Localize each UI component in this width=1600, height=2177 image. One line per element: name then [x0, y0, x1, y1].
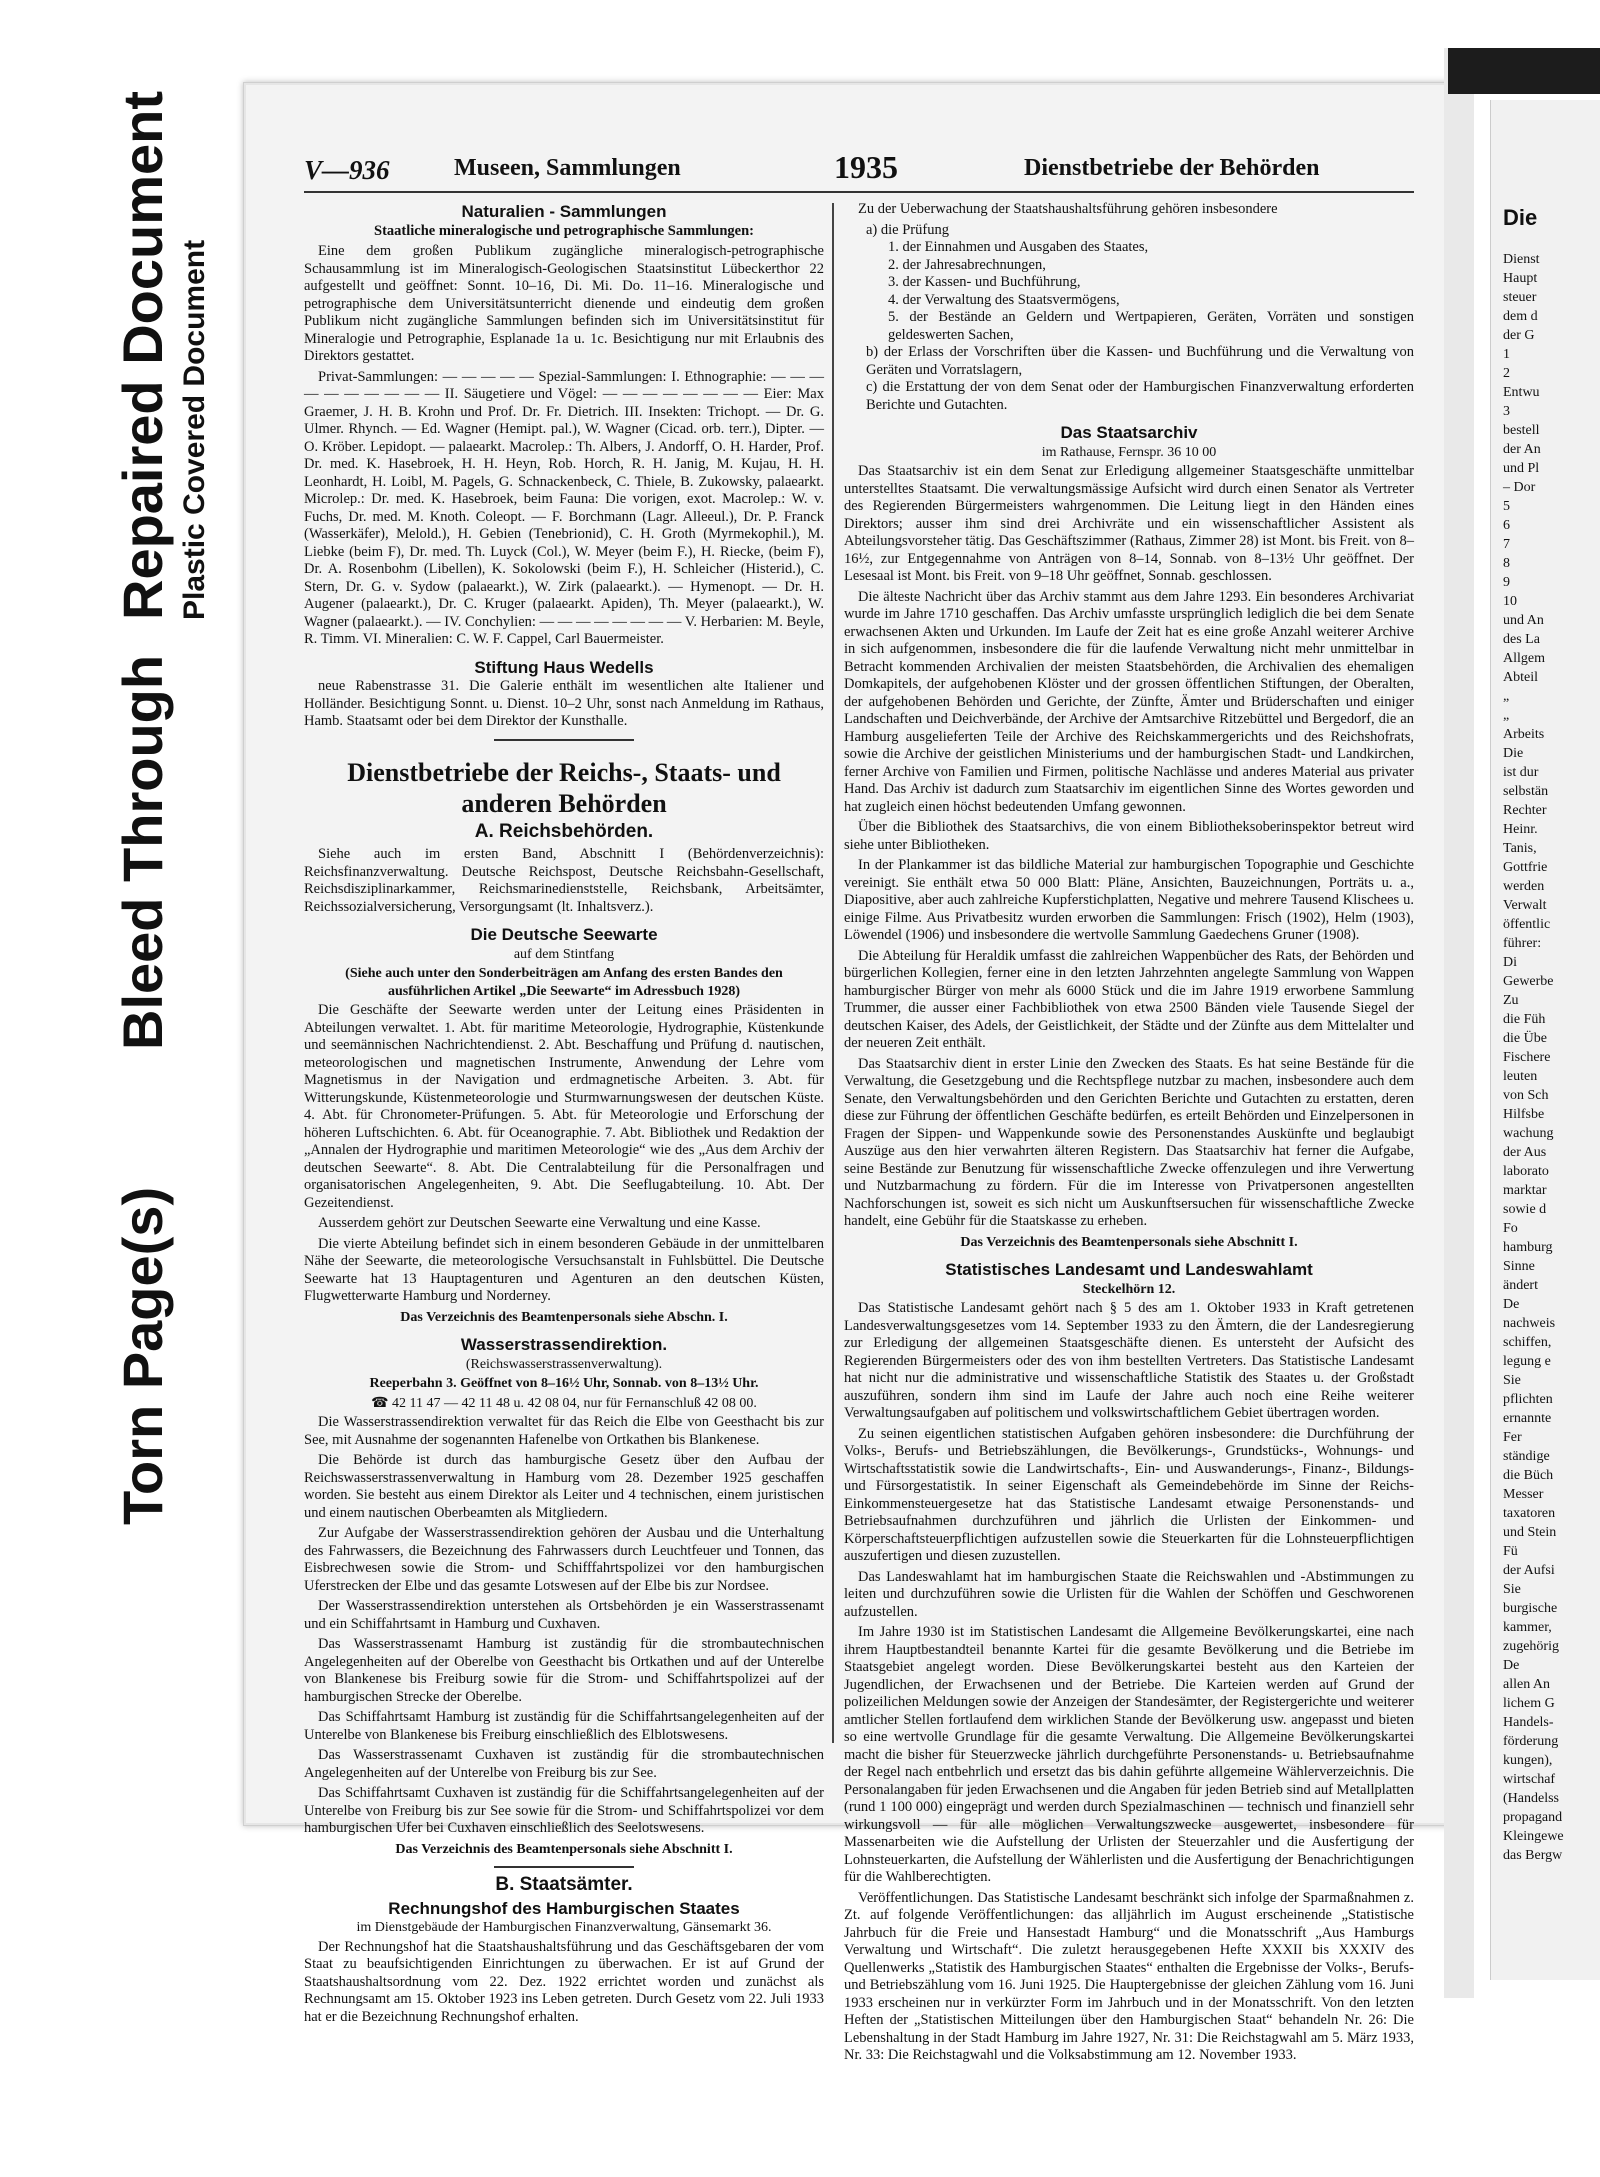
- next-page-fragment: der Aufsi: [1503, 1563, 1555, 1578]
- pruefung-label: a) die Prüfung: [866, 221, 949, 238]
- next-page-fragment: 3: [1503, 404, 1510, 419]
- next-page-fragment: bestell: [1503, 423, 1540, 438]
- naturalien-title: Naturalien - Sammlungen: [461, 202, 667, 221]
- rechnungshof-subtitle: im Dienstgebäude der Hamburgischen Finanzverwaltung, Gänsemarkt 36.: [356, 1920, 772, 1935]
- next-page-fragment: öffentlic: [1503, 917, 1551, 932]
- rechnungshof-intro: Zu der Ueberwachung der Staatshaushaltsführung gehören insbesondere: [858, 201, 1278, 217]
- next-page-fragment: ändert: [1503, 1278, 1538, 1293]
- dark-corner: [1448, 48, 1600, 94]
- next-page-fragment: De: [1503, 1297, 1520, 1312]
- next-page-fragment: laborato: [1503, 1164, 1549, 1179]
- next-page-fragment: marktar: [1503, 1183, 1547, 1198]
- list-item: 3. der Kassen- und Buchführung,: [888, 274, 1081, 290]
- next-page-fragment: Dienst: [1503, 252, 1540, 267]
- landesamt-text-4: Im Jahre 1930 ist im Statistischen Landesamt die Allgemeine Bevölkerungskartei, eine nach ihrem Hauptbestandteil benannte Kartei für die gesamte Bevölkerung und die Betriebe im Staatsgebiet angelegt worden. Diese Bevölkerungskartei besteht aus den Karteien der Jugendlichen, der Erwachsenen und der Betriebe. Die Karteien werden auf Grund der polizeilichen Meldungen sowie der Anzeigen der Standesämter, der Registergerichte und weiterer amtlicher Stellen fortlaufend dem wirklichen Stande der Bevölkerung usw. angepasst und bieten so eine wertvolle Grundlage für die gesamte Verwaltung. Die Allgemeine Bevölkerungskartei macht die bisher für Steuerzwecke jährlich durchgeführte Personenstands- u. Betriebsaufnahme der Regel nach entbehrlich und ersetzt das bis dahin geführte allgemeine Wählerverzeichnis. Die Personalangaben für jeden Erwachsenen und die Angaben für jeden Betrieb sind auf Metallplatten (rund 1 100 000) eingeprägt und werden durch Spezialmaschinen — technisch und finanziell sehr wirkungsvoll — für alle möglichen Verwaltungszwecke ausgewertet, insbesondere für Massenarbeiten wie die Aufstellung der Urlisten der Steuerzahler und die Ausfertigung der Lohnsteuerkarten, die Aufstellung der Wählerlisten und die Ausfertigung der Benachrichtigungen für die Wahlberechtigten.: [844, 1624, 1414, 1885]
- landesamt-text-2: Zu seinen eigentlichen statistischen Aufgaben gehören insbesondere: die Durchführung der Volks-, Berufs- und Betriebszählungen, die Bevölkerungs-, Grundstücks-, Wohnungs- und Wirtschaftsstatistik sowie die Landwirtschafts-, Ein- und Auswanderungs-, Finanz-, Bildungs- und Fürsorgestatistik. In seiner Eigenschaft als Gemeindebehörde im Sinne der Reichs-Einkommensteuergesetze hat das Statistische Landesamt etwaige Personenstands- und Betriebsaufnahmen durchzuführen und jährlich die Urlisten der Einkommen- und Körperschaftsteuerpflichtigen aufzustellen sowie die Steuerkarten für die Lohnsteuerpflichtigen auszufertigen und diesen zuzustellen.: [844, 1425, 1414, 1564]
- next-page-edge: [1490, 100, 1600, 1980]
- page-gutter: [1444, 48, 1474, 1998]
- next-page-fragment: Haupt: [1503, 271, 1538, 286]
- header-year: 1935: [834, 149, 898, 185]
- next-page-fragment: Arbeits: [1503, 727, 1545, 742]
- staatsarchiv-text-4: In der Plankammer ist das bildliche Material zur hamburgischen Topographie und Geschichte vereinigt. Sie enthält etwa 50 000 Blatt: Pläne, Ansichten, Bauzeichnungen, Porträts u. a., Diapositive, aber auch zahlreiche Kupferstichplatten, Negative und mehrere Tausend Klischees u. einige Filme. Aus Privatbesitz wurden erworben die Sammlungen: Frisch (1902), Helm (1903), Löwendel (1906) und insbesondere die wertvolle Sammlung Gaedechens Gruner (1908).: [844, 857, 1414, 943]
- staatsarchiv-text-6: Das Staatsarchiv dient in erster Linie den Zwecken des Staats. Es hat seine Bestände für die Verwaltung, die Gesetzgebung und die Rechtspflege nutzbar zu machen, insbesondere auch dem Senate, den Verwaltungsbehörden und den Gerichten Berichte und Gutachten zu erstatten, deren diese zur Führung der öffentlichen Geschäfte bedürfen, es erteilt Behörden und Einzelpersonen in Fragen der Sippen- und Wappenkunde sowie des Personenstandes Auskünfte und beglaubigt Auszüge aus den hier verwahrten älteren Registern. Das Staatsarchiv hat ferner die Aufgabe, seine Bestände zur Benutzung für wissenschaftliche Zwecke offenzulegen und ihre Verwertung und Nutzbarmachung zu fördern. Für die im Interesse von Privatpersonen angestellten Nachforschungen ist, soweit es sich nicht um Auskunftsersuchen für wissenschaftliche Zwecke handelt, eine Gebühr für die Staatskasse zu erheben.: [844, 1055, 1414, 1229]
- next-page-fragment: Rechter: [1503, 803, 1547, 818]
- next-page-fragment: Messer: [1503, 1487, 1544, 1502]
- scanned-page: [243, 82, 1463, 2063]
- label-plastic-covered: Plastic Covered Document: [178, 239, 211, 620]
- right-column: [844, 201, 1414, 2068]
- next-page-fragment: ernannte: [1503, 1411, 1552, 1426]
- next-page-fragment: 7: [1503, 537, 1510, 552]
- next-page-fragment: sowie d: [1503, 1202, 1547, 1217]
- next-page-fragment: Zu: [1503, 993, 1519, 1008]
- wsd-text-7: Das Wasserstrassenamt Cuxhaven ist zuständig für die strombautechnischen Angelegenheiten auf der Unterelbe von Freiburg bis zur See.: [304, 1747, 824, 1781]
- next-page-fragment: propagand: [1503, 1810, 1563, 1825]
- wsd-subtitle: (Reichswasserstrassenverwaltung).: [465, 1356, 663, 1372]
- next-page-fragment: 2: [1503, 366, 1510, 381]
- list-item: 4. der Verwaltung des Staatsvermögens,: [888, 291, 1120, 308]
- wsd-title: Wasserstrassendirektion.: [460, 1335, 668, 1354]
- pruefung-items: [866, 239, 1414, 344]
- wsd-text-5: Das Wasserstrassenamt Hamburg ist zuständig für die strombautechnischen Angelegenheiten auf der Oberelbe von Geesthacht bis Ortkathen und auf der Unterelbe von Blankenese bis Freiburg sowie für die Strom- und Schiffahrtspolizei auf der hamburgischen Strecke der Oberelbe.: [304, 1636, 824, 1705]
- next-page-fragment: 10: [1503, 594, 1517, 609]
- wsd-telephone: ☎ 42 11 47 — 42 11 48 u. 42 08 04, nur für Fernanschluß 42 08 00.: [371, 1395, 757, 1411]
- next-page-fragment: von Sch: [1503, 1088, 1549, 1103]
- next-page-fragment: der Aus: [1503, 1145, 1547, 1160]
- naturalien-subtitle: Staatliche mineralogische und petrographische Sammlungen:: [374, 222, 754, 239]
- wsd-text-6: Das Schiffahrtsamt Hamburg ist zuständig für die Schiffahrtsangelegenheiten auf der Unterelbe von Blankenese bis Freiburg einschließlich des Elblotswesens.: [304, 1709, 824, 1743]
- next-page-fragment: zugehörig: [1503, 1639, 1559, 1654]
- next-page-fragment: Abteil: [1503, 670, 1538, 685]
- list-item: 1. der Einnahmen und Ausgaben des Staates,: [888, 239, 1149, 255]
- next-page-fragment: steuer: [1503, 290, 1537, 305]
- list-item: 2. der Jahresabrechnungen,: [888, 256, 1046, 273]
- next-page-fragment: die Füh: [1503, 1012, 1546, 1027]
- label-torn-pages: Torn Page(s): [111, 1186, 174, 1525]
- next-page-fragment: wirtschaf: [1503, 1772, 1556, 1787]
- next-page-fragment: dem d: [1503, 309, 1538, 324]
- next-page-fragment: Entwu: [1503, 385, 1540, 400]
- wsd-text-1: Die Wasserstrassendirektion verwaltet für das Reich die Elbe von Geesthacht bis zur See, mit Ausnahme der sogenannten Hafenelbe von Ortkathen bis Blankenese.: [304, 1414, 824, 1448]
- next-page-fragment: taxatoren: [1503, 1506, 1556, 1521]
- next-page-fragment: legung e: [1503, 1354, 1551, 1369]
- reichsbehoerden-title: A. Reichsbehörden.: [474, 820, 654, 842]
- next-page-fragment: 1: [1503, 347, 1510, 362]
- next-page-fragment: Gewerbe: [1503, 974, 1554, 989]
- next-page-fragment: das Bergw: [1503, 1848, 1563, 1863]
- landesamt-text-3: Das Landeswahlamt hat im hamburgischen Staate die Reichswahlen und -Abstimmungen zu leiten und durchzuführen sowie die Urlisten für die Wahlen der Schöffen und Geschworenen aufzustellen.: [844, 1568, 1414, 1620]
- privat-sammlungen-text: Privat-Sammlungen: — — — — — Spezial-Sammlungen: I. Ethnographie: — — — — — — — — — — II. Säugetiere und Vögel: — — — — — — — — Eier: Max Graemer, J. H. B. Krohn und Prof. Dr. Fr. Dietrich. III. Insekten: Trichopt. — Dr. G. Ulmer. Rhynch. — Ed. Wagner (Hemipt. pal.), W. Wagner (Cicad. orb. terr.), Dipter. — O. Kröber. Lepidopt. — palaearkt. Macrolep.: Th. Albers, J. Andorff, O. H. Harder, Prof. Dr. med. K. Hasebroek, H. H. Heyn, Rob. Horch, R. H. Janig, M. Kujau, H. H. Leonhardt, H. Loibl, M. Pagels, G. Schnackenbeck, C. Thiele, B. Zukowsky, palaearkt. Microlep.: Dr. med. K. Hasebroek, beim Fauna: Die vorigen, exot. Macrolep.: W. v. Fuchs, Dr. med. M. Knoth. Coleopt. — F. Borchmann (Lagr. Alleeul.), Dr. P. Franck (Wasserkäfer), Melold.), H. Gebien (Tenebrionid), C. H. Groth (Myrmekophil.), M. Liebke (beim F), Dr. med. Th. Luyck (Col.), W. Meyer (beim F.), H. Riecke, (beim F), Dr. A. Rosenbohm (Libellen), K. Sokolowski (beim F.), H. Schleicher (Histerid.), C. Stern, Dr. G. v. Sydow (palaearkt.), W. Zirk (palaearkt.). — Hymenopt. — Dr. H. Augener (palaearkt.), Dr. C. Kruger (palaearkt. Apiden), Th. Meyer (palaearkt.), W. Wagner (palaearkt.). — IV. Conchylien: — — — — — — — — V. Herbarien: M. Beyle, R. Timm. VI. Mineralien: C. W. F. Cappel, Carl Bauermeister.: [304, 368, 824, 647]
- page-number: V—936: [304, 155, 390, 185]
- rechnungshof-title: Rechnungshof des Hamburgischen Staates: [388, 1898, 740, 1918]
- next-page-fragment: „: [1503, 689, 1510, 704]
- list-item-c: c) die Erstattung der von dem Senat oder der Hamburgischen Finanzverwaltung erforderten Berichte und Gutachten.: [866, 379, 1414, 413]
- staatsarchiv-subtitle: im Rathause, Fernspr. 36 10 00: [1041, 444, 1217, 460]
- page-header: [304, 149, 1414, 193]
- wsd-address: Reeperbahn 3. Geöffnet von 8–16½ Uhr, Sonnab. von 8–13½ Uhr.: [369, 1376, 759, 1391]
- wsd-text-3: Zur Aufgabe der Wasserstrassendirektion gehören der Ausbau und die Unterhaltung des Fahrwassers, die Bezeichnung des Fahrwassers durch Leuchtfeuer und Tonnen, das Eisbrechwesen sowie die Strom- und Schifffahrtspolizei vor den hamburgischen Uferstrecken der Elbe und das gesamte Lotswesen auf der Elbe bis zur Nordsee.: [304, 1525, 824, 1594]
- staatsarchiv-text-1: Das Staatsarchiv ist ein dem Senat zur Erledigung allgemeiner Staatsgeschäfte unmittelbar unterstelltes Staatsamt. Die verwaltungsmässige Aufsicht wird durch einen Senator als Vertreter des Regierenden Bürgermeisters wahrgenommen. Die Leitung liegt in den Händen eines Direktors; ausser ihm sind drei Archivräte und ein wissenschaftlicher Assistent als Abteilungsvorsteher tätig. Das Geschäftszimmer (Rathaus, Zimmer 28) ist Mont. bis Freit. von 8–16½, zur Entgegennahme von Anträgen von 8–14, Sonnab. von 8–13½ Uhr geöffnet. Der Lesesaal ist Mont. bis Freit. von 9–18 Uhr geöffnet, Sonnab. geschlossen.: [844, 463, 1414, 584]
- staatsaemter-title: B. Staatsämter.: [495, 1874, 633, 1895]
- staatsarchiv-reference: Das Verzeichnis des Beamtenpersonals siehe Abschnitt I.: [960, 1234, 1298, 1250]
- next-page-fragment: 5: [1503, 499, 1510, 514]
- next-page-fragment: leuten: [1503, 1069, 1538, 1084]
- staatsarchiv-text-2: Die älteste Nachricht über das Archiv stammt aus dem Jahre 1293. Ein besonderes Archivariat wurde im Jahre 1710 geschaffen. Das Archiv umfasste ursprünglich lediglich die bei dem Senate erwachsenen Akten und Urkunden. Im Laufe der Zeit hat es eine große Anzahl weiterer Archive in sich aufgenommen, insbesondere die für die laufende Verwaltung nicht mehr unmittelbar in Betracht kommenden Archivalien der meisten Staatsbehörden, die Archivalien des ehemaligen Domkapitels, der aufgehobenen Klöster und der grossen öffentlichen Stiftungen, der Oberalten, der aufgehobenen Behörden und Gerichte, der Zünfte, Ämter und Brüderschaften und einiger Landschaften und Deichverbände, der Archive der Amtsarchive Ritzebüttel und Bergedorf, die an Hamburg ausgelieferten Teile der Archive des Reichskammergerichts und des Reichshofrats, sowie die Archive der geistlichen Ministeriums und der hamburgischen Stadt- und Landkirchen, ferner Archive von Familien und Firmen, politische Nachlässe und anderes Material aus privater Hand. Das Archiv ist dadurch zum Staatsarchiv im eigentlichen Sinne des Wortes geworden und hat zugleich einen höchst bedeutenden Umfang gewonnen.: [844, 588, 1414, 815]
- naturalien-text: Eine dem großen Publikum zugängliche mineralogisch-petrographische Schausammlung ist im Mineralogisch-Geologischen Staatsinstitut Lübeckerthor 22 aufgestellt und geöffnet: Sonnt. 10–16, Di. Mi. Do. 11–16. Mineralogische und petrographische dem Universitätsunterricht dienende und eindeutig dem großen Publikum nicht zugängliche Sammlungen befinden sich im Universitätsinstitut für Mineralogie und Petrographie, Esplanade 1a u. 1c. Besichtigung nur mit Erlaubnis des Direktors gestattet.: [304, 243, 824, 364]
- section-divider-2: [494, 1866, 634, 1868]
- wsd-text-2: Die Behörde ist durch das hamburgische Gesetz über den Aufbau der Reichswasserstrassenverwaltung in Hamburg vom 28. Dezember 1925 geschaffen worden. Sie besteht aus einem Direktor als Leiter und 4 technischen, einem juristischen und einem nautischen Oberbeamten als Mitgliedern.: [304, 1452, 824, 1521]
- next-page-fragment: des La: [1503, 632, 1540, 647]
- next-page-fragment: Handels-: [1503, 1715, 1554, 1730]
- label-bleed-through: Bleed Through: [111, 654, 174, 1050]
- column-rule: [832, 203, 834, 1743]
- seewarte-subtitle: auf dem Stintfang: [513, 946, 615, 962]
- next-page-fragment: Sie: [1503, 1582, 1521, 1597]
- pruefung-list: [844, 222, 1414, 415]
- wsd-text-4: Der Wasserstrassendirektion unterstehen als Ortsbehörden je ein Wasserstrassenamt und ein Schiffahrtsamt in Hamburg und Cuxhaven.: [304, 1598, 824, 1632]
- header-right-title: Dienstbetriebe der Behörden: [1024, 155, 1320, 181]
- wsd-text-8: Das Schiffahrtsamt Cuxhaven ist zuständig für die Schiffahrtsangelegenheiten auf der Unterelbe von Freiburg bis zur See sowie für die Strom- und Schiffahrtspolizei vor dem hamburgischen Ufer bei Cuxhaven einschließlich des Seelotswesens.: [304, 1785, 824, 1836]
- staatsarchiv-text-5: Die Abteilung für Heraldik umfasst die zahlreichen Wappenbücher des Rats, der Behörden und bürgerlichen Kollegien, ferner eine in den letzten Jahrzehnten angelegte Sammlung von Wappen hamburgischer Bürger von mehr als 6000 Stück und die im Jahre 1919 erworbene Sammlung Trummer, die ausser einer Fachbibliothek von etwa 2500 Bänden viele Tausende Siegel der deutschen Kaiser, des Adels, der Geistlichkeit, der Städte und der Zünfte aus dem Mittelalter und der neueren Zeit enthält.: [844, 947, 1414, 1051]
- next-page-fragment: Fü: [1503, 1544, 1518, 1559]
- seewarte-text-2: Ausserdem gehört zur Deutschen Seewarte eine Verwaltung und eine Kasse.: [318, 1215, 761, 1231]
- next-page-fragment: allen An: [1503, 1677, 1551, 1692]
- next-page-fragment: Sinne: [1503, 1259, 1535, 1274]
- section-divider: [494, 739, 634, 741]
- wsd-reference: Das Verzeichnis des Beamtenpersonals siehe Abschnitt I.: [395, 1841, 733, 1857]
- next-page-fragment: der G: [1503, 328, 1535, 343]
- landesamt-text-5: Veröffentlichungen. Das Statistische Landesamt beschränkt sich infolge der Sparmaßnahmen z. Zt. auf folgende Veröffentlichungen: das alljährlich im August erscheinende „Statistische Jahrbuch für die Freie und Hansestadt Hamburg“ und die Monatsschrift „Aus Hamburgs Verwaltung und Wirtschaft“. Die zuletzt herausgegebenen Hefte XXXII bis XXXIV des Quellenwerks „Statistik des Hamburgischen Staates“ enthalten die Ergebnisse der Volks-, Berufs- und Betriebszählung vom 16. Juni 1925. Die Hauptergebnisse der gleichen Zählung vom 16. Juni 1933 erscheinen nur in verkürzter Form im Jahrbuch und in der Monatsschrift. Von den letzten Heften der „Statistischen Mitteilungen über den Hamburgischen Staat“ behandeln Nr. 26: Die Lebenshaltung in der Stadt Hamburg im Jahre 1927, Nr. 31: Die Reichstagwahl am 5. März 1933, Nr. 33: Die Reichstagwahl und die Volksabstimmung am 12. November 1933.: [844, 1889, 1414, 2063]
- next-page-fragment: lichem G: [1503, 1696, 1555, 1711]
- next-page-fragment: Tanis,: [1503, 841, 1537, 856]
- next-page-fragment: und An: [1503, 613, 1544, 628]
- wedells-title: Stiftung Haus Wedells: [474, 657, 654, 677]
- next-page-fragment: hamburg: [1503, 1240, 1553, 1255]
- seewarte-text-3: Die vierte Abteilung befindet sich in einem besonderen Gebäude in der unmittelbaren Nähe der Seewarte, die meteorologische Versuchsanstalt in Fuhlsbüttel. Die Deutsche Seewarte hat 13 Hauptagenturen und Agenturen an den deutschen Küsten, Flugwetterwarte Hamburg und Norderney.: [304, 1235, 824, 1304]
- wedells-text: neue Rabenstrasse 31. Die Galerie enthält im wesentlichen alte Italiener und Holländer. Besichtigung Sonnt. u. Dienst. 10–2 Uhr, sonst nach Anmeldung im Rathaus, Hamb. Staatsamt oder bei dem Direktor der Kunsthalle.: [304, 678, 824, 729]
- seewarte-text-1: Die Geschäfte der Seewarte werden unter der Leitung eines Präsidenten in Abteilungen verwaltet. 1. Abt. für maritime Meteorologie, Hydrographie, Küstenkunde und seemännischen Nachrichtendienst. 2. Abt. Beschaffung und Prüfung d. nautischen, meteorologischen und magnetischen Instrumente, Anwendung der Lehre vom Magnetismus in der Navigation und erdmagnetische Arbeiten. 3. Abt. für Witterungskunde, Küstenmeteorologie und Sturmwarnungswesen der deutschen Küste. 4. Abt. für Chronometer-Prüfungen. 5. Abt. für Meteorologie und Erforschung der höheren Luftschichten. 6. Abt. für Oceanographie. 7. Abt. Bibliothek und Redaktion der „Annalen der Hydrographie und maritimen Meteorologie“ wie des „Aus dem Archiv der deutschen Seewarte“. 8. Abt. Die Centralabteilung für die Personalfragen und organisatorischen Angelegenheiten, 9. Abt. Die Seeflugabteilung. 10. Abt. Der Gezeitendienst.: [304, 1002, 824, 1211]
- next-page-fragment: förderung: [1503, 1734, 1559, 1749]
- next-page-fragment: 9: [1503, 575, 1510, 590]
- next-page-fragment: Sie: [1503, 1373, 1521, 1388]
- next-page-fragment: selbstän: [1503, 784, 1549, 799]
- next-page-fragment: ist dur: [1503, 765, 1539, 780]
- reichsbehoerden-text: Siehe auch im ersten Band, Abschnitt I (Behördenverzeichnis): Reichsfinanzverwaltung. Deutsche Reichspost, Deutsche Reichsbahn-Gesellschaft, Reichsdisziplinarkammer, Reichsmarinedienststelle, Reichsbank, Arbeitsämter, Reichssozialversicherung, Versorgungsamt (lt. Inhaltsverz.).: [304, 846, 824, 915]
- next-page-fragment: führer:: [1503, 936, 1542, 951]
- next-page-fragment: Allgem: [1503, 651, 1545, 666]
- next-page-fragment: Kleingewe: [1503, 1829, 1564, 1844]
- staatsarchiv-text-3: Über die Bibliothek des Staatsarchivs, die von einem Bibliotheksoberinspektor betreut wird siehe unter Bibliotheken.: [844, 819, 1414, 853]
- next-page-fragment: der An: [1503, 442, 1541, 457]
- seewarte-title: Die Deutsche Seewarte: [470, 925, 658, 944]
- rechnungshof-text: Der Rechnungshof hat die Staatshaushaltsführung und das Geschäftsgebaren der vom Staat zu beaufsichtigenden Einrichtungen zu überwachen. Er ist auf Grund der Staatshaushaltsordnung vom 22. Dez. 1922 errichtet worden und zunächst als Rechnungsamt am 15. Oktober 1923 ins Leben getreten. Durch Gesetz vom 22. Juli 1933 hat er die Bezeichnung Rechnungshof erhalten.: [304, 1938, 824, 2025]
- next-page-fragment: Di: [1503, 955, 1517, 970]
- next-page-fragment: und Stein: [1503, 1525, 1557, 1540]
- next-page-fragment: die Übe: [1503, 1031, 1547, 1046]
- next-page-fragment: wachung: [1503, 1126, 1554, 1141]
- next-page-fragment: Hilfsbe: [1503, 1107, 1545, 1122]
- next-page-fragment: – Dor: [1503, 480, 1536, 495]
- next-page-fragment: kammer,: [1503, 1620, 1552, 1635]
- dienstbetriebe-heading: Dienstbetriebe der Reichs-, Staats- und anderen Behörden: [347, 757, 781, 818]
- next-page-fragment: Fo: [1503, 1221, 1518, 1236]
- next-page-fragment: 6: [1503, 518, 1510, 533]
- label-repaired-document: Repaired Document: [111, 91, 174, 620]
- landesamt-text-1: Das Statistische Landesamt gehört nach § 5 des am 1. Oktober 1933 in Kraft getretenen Landesverwaltungsgesetzes vom 14. September 1933 zu den Ämtern, die der Landesregierung zur Erledigung der allgemeinen Staatsgeschäfte dienen. Es untersteht der Aufsicht des Regierenden Bürgermeisters oder des von ihm bestellten Vertreters. Das Statistische Landesamt hat nicht nur die administrative und wissenschaftliche Statistik des Staates u. der Großstadt auszuführen, sondern ihm sind im Laufe der Jahre auch noch eine Reihe weiterer Verwaltungsaufgaben auf politischem und volkswirtschaftlichem Gebiet übertragen worden.: [844, 1300, 1414, 1421]
- next-page-fragment: pflichten: [1503, 1392, 1553, 1407]
- next-page-fragment: ständige: [1503, 1449, 1550, 1464]
- next-page-fragment: kungen),: [1503, 1753, 1553, 1768]
- side-labels: [0, 0, 240, 2177]
- next-page-fragment: 8: [1503, 556, 1510, 571]
- header-left-title: Museen, Sammlungen: [454, 155, 681, 181]
- next-page-fragment: nachweis: [1503, 1316, 1556, 1331]
- next-page-fragment: „: [1503, 708, 1510, 723]
- list-item: 5. der Bestände an Geldern und Wertpapieren, Geräten, Vorräten und sonstigen geldeswerten Sachen,: [888, 309, 1414, 343]
- next-page-fragment: De: [1503, 1658, 1520, 1673]
- staatsarchiv-title: Das Staatsarchiv: [1060, 423, 1198, 442]
- list-item-b: b) der Erlass der Vorschriften über die Kassen- und Buchführung und die Verwaltung von Geräten und Vorratslagern,: [866, 344, 1414, 378]
- landesamt-subtitle: Steckelhörn 12.: [1082, 1281, 1176, 1297]
- next-page-fragment: Die: [1503, 746, 1524, 761]
- next-page-fragment: schiffen,: [1503, 1335, 1552, 1350]
- next-page-fragment: Fer: [1503, 1430, 1522, 1445]
- next-page-heading: Die: [1503, 205, 1538, 230]
- next-page-fragment: burgische: [1503, 1601, 1558, 1616]
- next-page-fragment: und Pl: [1503, 461, 1540, 476]
- seewarte-note: (Siehe auch unter den Sonderbeiträgen am Anfang des ersten Bandes den ausführlichen Artikel „Die Seewarte“ im Adressbuch 1928): [345, 966, 783, 999]
- landesamt-title: Statistisches Landesamt und Landeswahlamt: [945, 1260, 1313, 1279]
- next-page-fragment: (Handelss: [1503, 1791, 1559, 1806]
- next-page-fragment: werden: [1503, 879, 1545, 894]
- seewarte-reference: Das Verzeichnis des Beamtenpersonals siehe Abschn. I.: [400, 1309, 728, 1325]
- next-page-fragment: Heinr.: [1503, 822, 1538, 837]
- next-page-fragment: Gottfrie: [1503, 860, 1548, 875]
- next-page-fragment: Verwalt: [1503, 898, 1547, 913]
- next-page-fragment: die Büch: [1503, 1468, 1554, 1483]
- left-column: [304, 201, 824, 2029]
- next-page-fragment: Fischere: [1503, 1050, 1551, 1065]
